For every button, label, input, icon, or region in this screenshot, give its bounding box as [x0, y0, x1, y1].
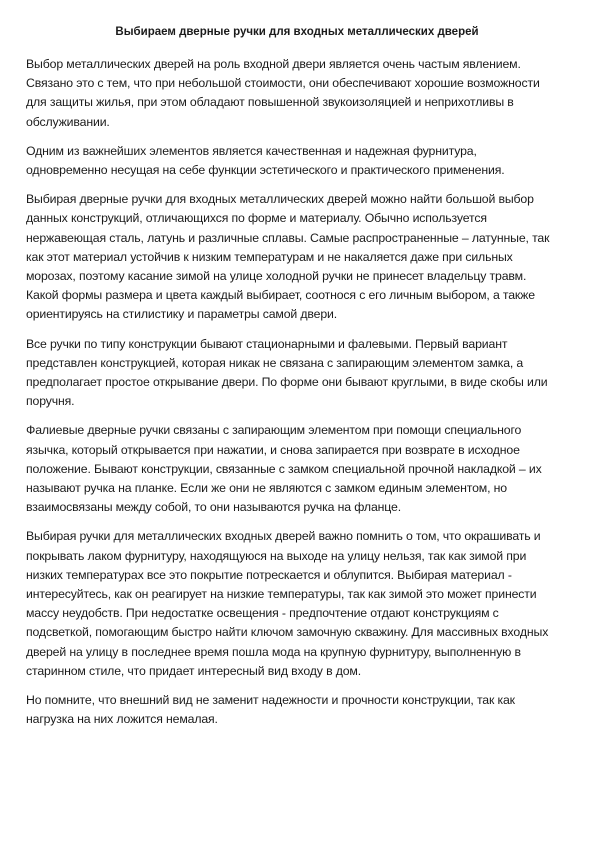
paragraph-fittings: Одним из важнейших элементов является качественная и надежная фурнитура, одновременно несущая на себе функции эстетического и практического применения.: [26, 143, 505, 178]
paragraph-latch-handles: Фалиевые дверные ручки связаны с запирающим элементом при помощи специального язычка, который открывается при нажатии, и снова запирается при возврате в исходное положение. Бывают конструкции, связанные с замком специальной прочной накладкой – их называют ручка на планке. Если же они не являются с замком единым элементом, но взаимосвязаны между собой, то они называются ручка на фланце.: [26, 423, 542, 515]
paragraph-materials: Выбирая дверные ручки для входных металлических дверей можно найти большой выбор данных конструкций, отличающихся по форме и материалу. Обычно используется нержавеющая сталь, латунь и различные сплавы. Самые распространенные – латунные, так как этот материал устойчив к низким температурам и не накаляется даже при сильных морозах, поэтому касание зимой на улице холодной ручки не принесет владельцу травм. Какой формы размера и цвета каждый выбирает, соотнося с его личным выбором, а также ориентируясь на стилистику и параметры самой двери.: [26, 192, 550, 322]
paragraph-construction-types: Все ручки по типу конструкции бывают стационарными и фалевыми. Первый вариант представлен конструкцией, которая никак не связана с запирающим элементом замка, а предполагает простое открывание двери. По форме они бывают круглыми, в виде скобы или поручня.: [26, 336, 548, 409]
paragraph-conclusion: Но помните, что внешний вид не заменит надежности и прочности конструкции, так как нагрузка на них ложится немалая.: [26, 693, 515, 727]
paragraph-selection-tips: Выбирая ручки для металлических входных дверей важно помнить о том, что окрашивать и покрывать лаком фурнитуру, находящуюся на выходе на улицу нельзя, так как зимой при низких температурах все это покрытие потрескается и облупится. Выбирая материал - интересуйтесь, как он реагирует на низкие температуры, так как зимой это может принести массу неудобств. При недостатке освещения - предпочтение отдают конструкциям с подсветкой, помогающим быстро найти ключом замочную скважину. Для массивных входных дверей на улицу в последнее время пошла мода на крупную фурнитуру, выполненную в старинном стиле, что придает интересный вид входу в дом.: [26, 529, 549, 678]
paragraph-intro: Выбор металлических дверей на роль входной двери является очень частым явлением. Связано это с тем, что при небольшой стоимости, они обеспечивают хорошие возможности для защиты жилья, при этом обладают повышенной звукоизоляцией и неприхотливы в обслуживании.: [26, 57, 540, 129]
document-title: Выбираем дверные ручки для входных металлических дверей: [115, 26, 479, 38]
